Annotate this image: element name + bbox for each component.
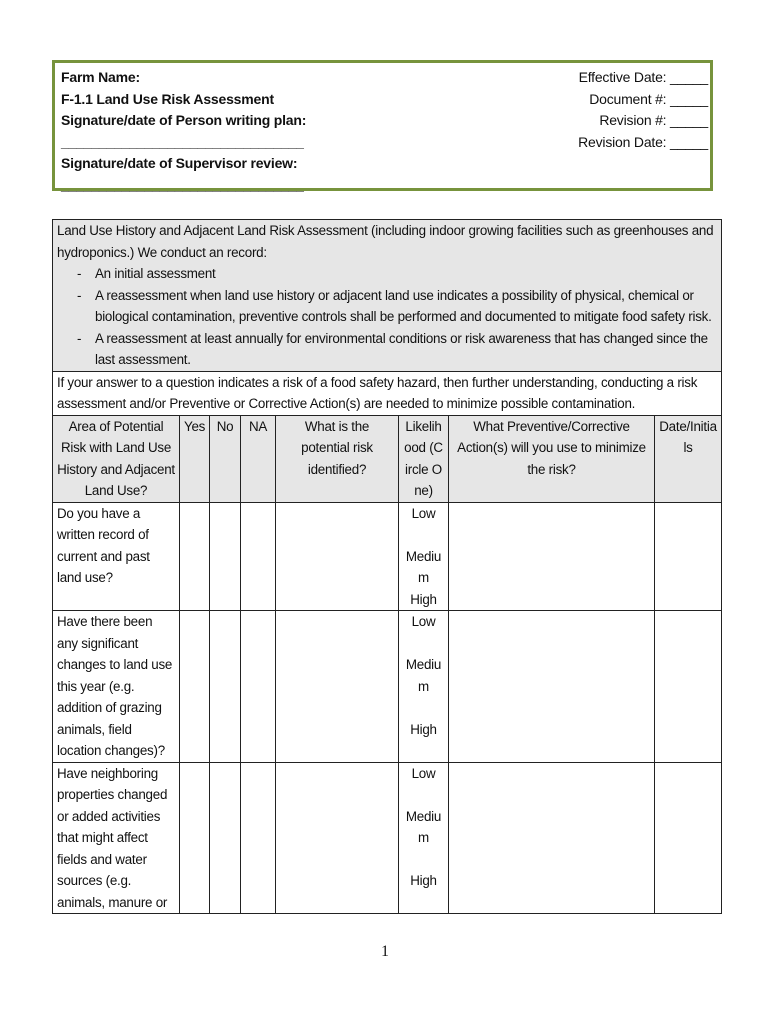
effective-date-field[interactable]: Effective Date: _____	[578, 69, 708, 85]
signature-writer-label: Signature/date of Person writing plan:	[61, 112, 307, 128]
document-number-field[interactable]: Document #: _____	[589, 90, 708, 107]
likelihood-medium[interactable]: Medium	[405, 657, 442, 694]
signature-writer-line[interactable]: ________________________________	[61, 133, 304, 150]
form-title: F-1.1 Land Use Risk Assessment	[61, 90, 274, 107]
intro-text: Land Use History and Adjacent Land Risk Assessment (including indoor growing facilities such as greenhouses and hydroponics.) We conduct an record:	[57, 223, 714, 260]
yes-cell[interactable]	[180, 762, 210, 914]
actions-cell[interactable]	[449, 611, 655, 763]
col-header-yes: Yes	[180, 415, 210, 502]
no-cell[interactable]	[210, 502, 241, 611]
table-row	[53, 502, 722, 611]
signature-supervisor-line[interactable]: ________________________________	[61, 176, 304, 193]
table-row	[53, 762, 722, 914]
no-cell[interactable]	[210, 611, 241, 763]
yes-cell[interactable]	[180, 502, 210, 611]
likelihood-medium[interactable]: Medium	[405, 548, 442, 585]
intro-bullet: - A reassessment at least annually for environmental conditions or risk awareness that has changed since the last assessment.	[75, 328, 717, 371]
header-box	[52, 60, 713, 191]
intro-bullet: - A reassessment when land use history or adjacent land use indicates a possibility of physical, chemical or biological contamination, preventive controls shall be performed and documented to mitigate food safety risk.	[75, 285, 717, 328]
farm-name-label: Farm Name:	[61, 69, 140, 85]
yes-cell[interactable]	[180, 611, 210, 763]
question-cell: Have neighboring properties changed or added activities that might affect fields and water sources (e.g. animals, manure or	[53, 762, 180, 914]
col-header-date: Date/Initials	[655, 415, 722, 502]
intro-note: If your answer to a question indicates a risk of a food safety hazard, then further understanding, conducting a risk assessment and/or Preventive or Corrective Action(s) are needed to minimize possible contamination.	[53, 371, 722, 415]
intro-cell	[53, 220, 722, 372]
risk-cell[interactable]	[276, 611, 399, 763]
likelihood-high[interactable]: High	[410, 591, 437, 607]
table-row	[53, 611, 722, 763]
no-cell[interactable]	[210, 762, 241, 914]
revision-number-field[interactable]: Revision #: _____	[599, 112, 708, 128]
likelihood-medium[interactable]: Medium	[405, 808, 442, 845]
col-header-na: NA	[241, 415, 276, 502]
likelihood-low[interactable]: Low	[411, 505, 436, 521]
header-left	[61, 67, 306, 196]
risk-cell[interactable]	[276, 502, 399, 611]
revision-date-field[interactable]: Revision Date: _____	[578, 133, 708, 150]
na-cell[interactable]	[241, 502, 276, 611]
col-header-risk: What is the potential risk identified?	[276, 415, 399, 502]
header-right	[578, 67, 708, 153]
intro-bullet: - An initial assessment	[75, 263, 717, 285]
date-cell[interactable]	[655, 502, 722, 611]
question-cell: Have there been any significant changes to land use this year (e.g. addition of grazing animals, field location changes)?	[53, 611, 180, 763]
col-header-no: No	[210, 415, 241, 502]
date-cell[interactable]	[655, 762, 722, 914]
likelihood-high[interactable]: High	[410, 721, 437, 737]
question-cell: Do you have a written record of current and past land use?	[53, 502, 180, 611]
likelihood-low[interactable]: Low	[411, 614, 436, 629]
col-header-actions: What Preventive/Corrective Action(s) will you use to minimize the risk?	[449, 415, 655, 502]
col-header-area: Area of Potential Risk with Land Use History and Adjacent Land Use?	[53, 415, 180, 502]
signature-supervisor-label: Signature/date of Supervisor review:	[61, 155, 298, 171]
likelihood-low[interactable]: Low	[411, 765, 436, 781]
likelihood-cell	[399, 762, 449, 914]
likelihood-cell	[399, 611, 449, 763]
risk-assessment-table	[52, 219, 722, 914]
na-cell[interactable]	[241, 762, 276, 914]
likelihood-high[interactable]: High	[410, 873, 437, 888]
col-header-likelihood: Likelihood (Circle One)	[399, 415, 449, 502]
na-cell[interactable]	[241, 611, 276, 763]
actions-cell[interactable]	[449, 502, 655, 611]
risk-cell[interactable]	[276, 762, 399, 914]
actions-cell[interactable]	[449, 762, 655, 914]
intro-bullet-list	[57, 263, 717, 371]
likelihood-cell	[399, 502, 449, 611]
page-number: 1	[381, 943, 389, 960]
date-cell[interactable]	[655, 611, 722, 763]
